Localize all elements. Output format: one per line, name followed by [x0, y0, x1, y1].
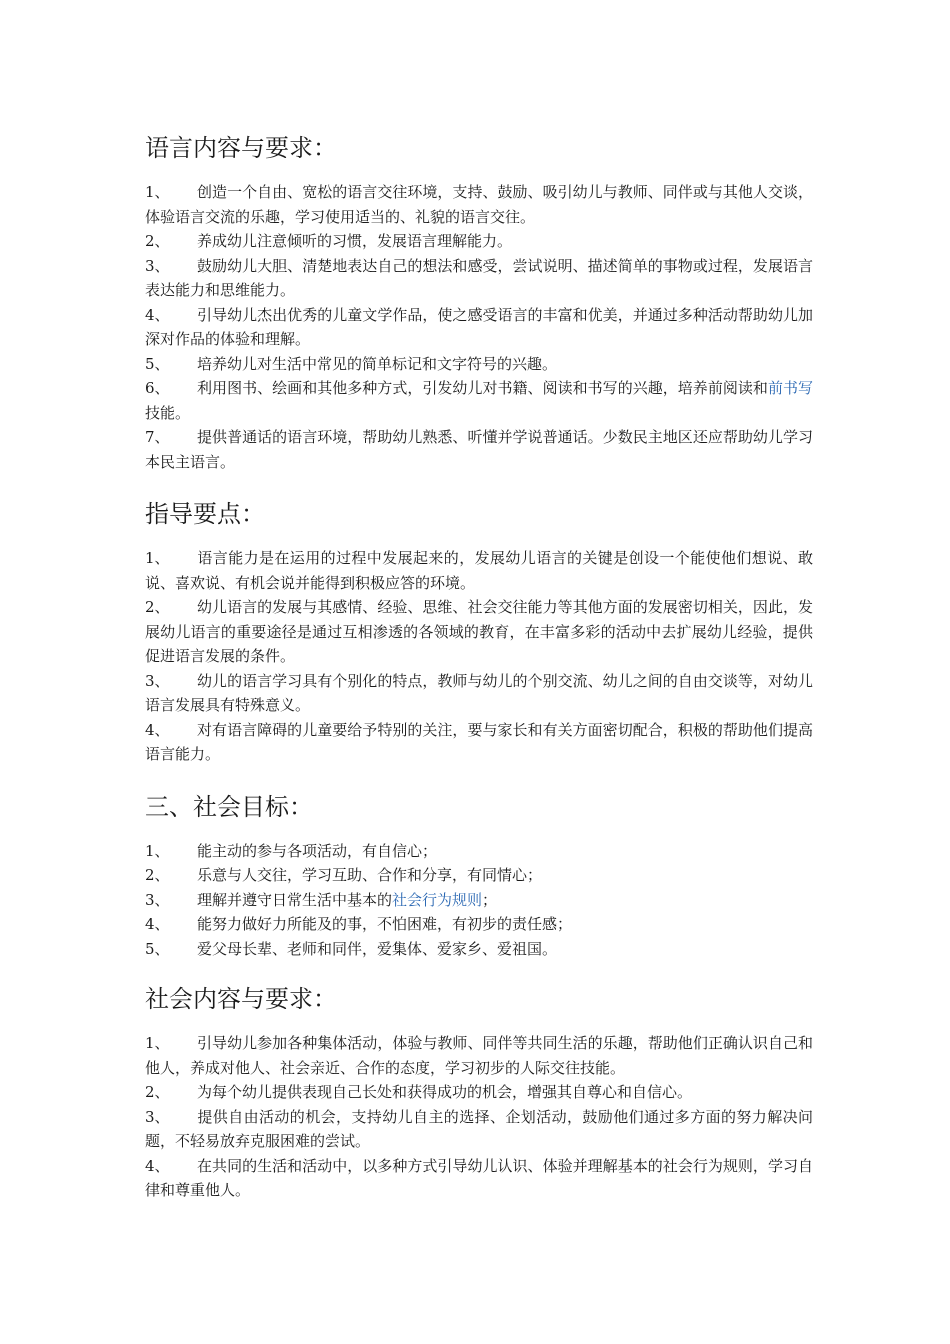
item-number: 4、 [145, 1156, 170, 1175]
item-number: 6、 [145, 379, 170, 397]
item-number: 3、 [145, 1107, 170, 1126]
list-item [145, 254, 813, 303]
section-title: 三、社会目标： [145, 792, 313, 821]
list-item [145, 546, 813, 595]
item-number: 5、 [145, 939, 170, 958]
item-text: 鼓励幼儿大胆、清楚地表达自己的想法和感受，尝试说明、描述简单的事物或过程，发展语言表达能力和思维能力。 [145, 256, 813, 299]
item-number: 3、 [145, 256, 170, 275]
section-title: 指导要点： [145, 500, 265, 528]
list-item [145, 839, 813, 864]
section-spacer [145, 961, 813, 981]
item-number: 1、 [145, 549, 170, 567]
section-title: 语言内容与要求： [145, 134, 337, 162]
item-text: 为每个幼儿提供表现自己长处和获得成功的机会，增强其自尊心和自信心。 [197, 1083, 693, 1101]
item-text-after: ； [482, 890, 498, 909]
item-number: 2、 [145, 1083, 170, 1101]
item-text: 对有语言障碍的儿童要给予特别的关注，要与家长和有关方面密切配合，积极的帮助他们提高语言能力。 [145, 720, 813, 763]
list-item [145, 937, 813, 962]
item-number: 2、 [145, 598, 170, 616]
list-item [145, 1105, 813, 1154]
section-social-goals [145, 789, 813, 962]
document-content [145, 130, 813, 1203]
item-text: 能主动的参与各项活动，有自信心； [197, 841, 438, 860]
list-item [145, 425, 813, 474]
list-item [145, 1154, 813, 1203]
item-number: 7、 [145, 428, 170, 446]
item-number: 1、 [145, 1034, 170, 1052]
item-text: 引导幼儿参加各种集体活动，体验与教师、同伴等共同生活的乐趣，帮助他们正确认识自己和他人，养成对他人、社会亲近、合作的态度，学习初步的人际交往技能。 [145, 1034, 813, 1077]
item-text: 引导幼儿杰出优秀的儿童文学作品，使之感受语言的丰富和优美，并通过多种活动帮助幼儿加深对作品的体验和理解。 [145, 305, 813, 348]
item-number: 5、 [145, 354, 170, 373]
item-text: 在共同的生活和活动中，以多种方式引导幼儿认识、体验并理解基本的社会行为规则，学习自律和尊重他人。 [145, 1156, 813, 1199]
list-item [145, 595, 813, 669]
list-item [145, 376, 813, 425]
item-number: 2、 [145, 866, 170, 884]
section-spacer [145, 767, 813, 789]
list-item [145, 1080, 813, 1105]
item-text: 幼儿语言的发展与其感情、经验、思维、社会交往能力等其他方面的发展密切相关，因此，发展幼儿语言的重要途径是通过互相渗透的各领域的教育，在丰富多彩的活动中去扩展幼儿经验，提供促进语言发展的条件。 [145, 598, 813, 665]
item-number: 4、 [145, 720, 170, 739]
item-number: 3、 [145, 890, 170, 909]
item-number: 4、 [145, 305, 170, 324]
item-text-after: 技能。 [145, 403, 191, 422]
item-text: 提供自由活动的机会，支持幼儿自主的选择、企划活动，鼓励他们通过多方面的努力解决问题，不轻易放弃克服困难的尝试。 [145, 1107, 813, 1150]
list-item [145, 912, 813, 937]
list-item [145, 863, 813, 888]
section-spacer [145, 474, 813, 496]
item-text: 利用图书、绘画和其他多种方式，引发幼儿对书籍、阅读和书写的兴趣，培养前阅读和 [197, 379, 768, 397]
pre-writing-link[interactable]: 前书写 [767, 379, 813, 397]
item-text: 乐意与人交往，学习互助、合作和分享，有同情心； [197, 866, 543, 884]
item-number: 2、 [145, 232, 170, 250]
item-text: 培养幼儿对生活中常见的简单标记和文字符号的兴趣。 [197, 354, 558, 373]
list-item [145, 180, 813, 229]
item-number: 1、 [145, 183, 170, 201]
list-item [145, 303, 813, 352]
section-language-content [145, 130, 813, 474]
item-text: 能努力做好力所能及的事，不怕困难，有初步的责任感； [197, 915, 573, 933]
item-text: 养成幼儿注意倾听的习惯，发展语言理解能力。 [197, 232, 513, 250]
item-number: 3、 [145, 671, 170, 690]
item-text: 幼儿的语言学习具有个别化的特点，教师与幼儿的个别交流、幼儿之间的自由交谈等，对幼儿语言发展具有特殊意义。 [145, 671, 813, 714]
social-rules-link[interactable]: 社会行为规则 [392, 890, 483, 909]
item-text: 语言能力是在运用的过程中发展起来的，发展幼儿语言的关键是创设一个能使他们想说、敢说、喜欢说、有机会说并能得到积极应答的环境。 [145, 549, 813, 592]
list-item [145, 718, 813, 767]
list-item [145, 352, 813, 377]
section-title: 社会内容与要求： [145, 985, 337, 1013]
item-text: 创造一个自由、宽松的语言交往环境，支持、鼓励、吸引幼儿与教师、同伴或与其他人交谈，体验语言交流的乐趣，学习使用适当的、礼貌的语言交往。 [145, 183, 813, 226]
section-guidance-points [145, 496, 813, 767]
item-number: 4、 [145, 915, 170, 933]
item-text: 理解并遵守日常生活中基本的 [197, 890, 393, 909]
item-text: 提供普通话的语言环境，帮助幼儿熟悉、听懂并学说普通话。少数民主地区还应帮助幼儿学习本民主语言。 [145, 428, 813, 471]
item-number: 1、 [145, 841, 170, 860]
list-item [145, 888, 813, 913]
list-item [145, 669, 813, 718]
list-item [145, 229, 813, 254]
list-item [145, 1031, 813, 1080]
item-text: 爱父母长辈、老师和同伴，爱集体、爱家乡、爱祖国。 [197, 939, 558, 958]
section-social-content [145, 981, 813, 1203]
